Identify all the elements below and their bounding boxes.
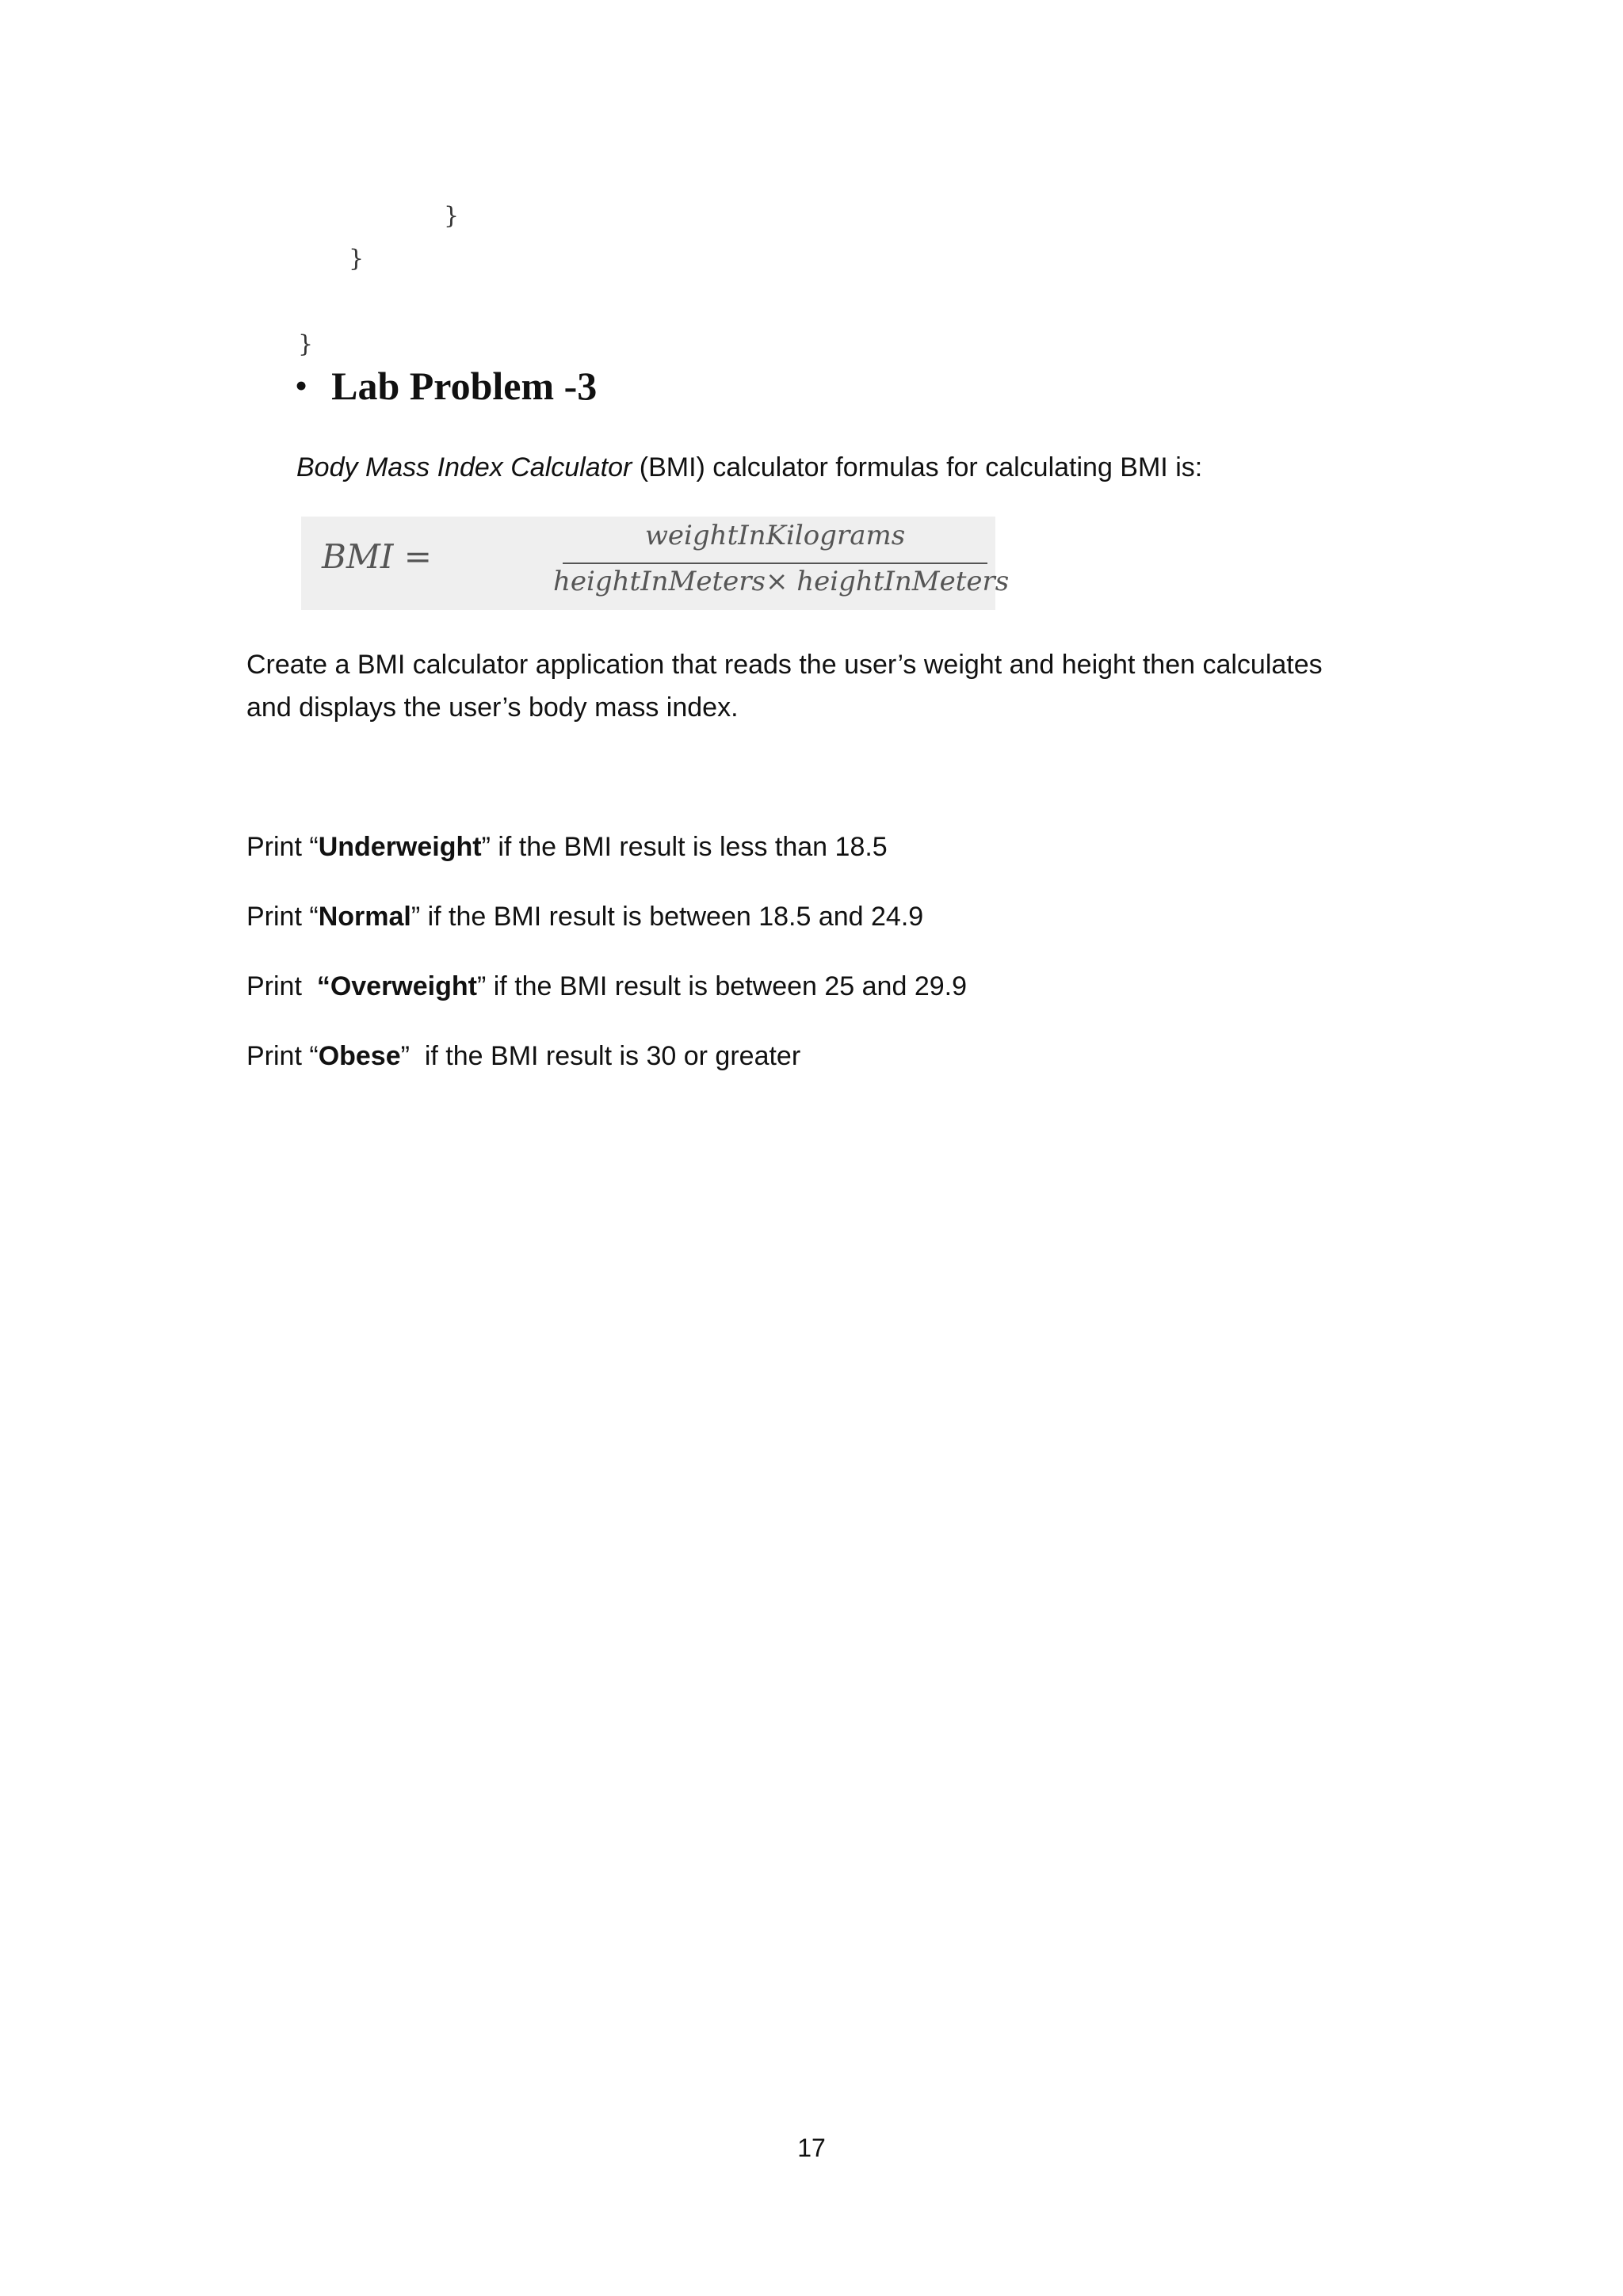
rule-prefix: Print “: [246, 832, 319, 862]
formula-lhs: BMI =: [322, 537, 433, 576]
intro-italic-term: Body Mass Index Calculator: [296, 452, 632, 482]
formula-numerator: weightInKilograms: [644, 520, 906, 551]
intro-paragraph: [296, 446, 1202, 489]
rule-label: Obese: [318, 1041, 401, 1071]
rule-obese: [246, 1035, 800, 1077]
rule-prefix: Print: [246, 971, 317, 1001]
rule-suffix: ” if the BMI result is 30 or greater: [400, 1041, 801, 1071]
heading-title: Lab Problem -3: [331, 364, 598, 408]
rule-normal: [246, 895, 923, 938]
rule-overweight: [246, 965, 967, 1008]
bmi-formula-image: [301, 517, 1010, 610]
page-number: 17: [797, 2134, 826, 2162]
section-heading: [295, 366, 597, 406]
intro-rest: (BMI) calculator formulas for calculating BMI is:: [632, 452, 1203, 482]
rule-prefix: Print “: [246, 1041, 319, 1071]
rule-prefix: Print “: [246, 902, 319, 932]
rule-underweight: [246, 826, 888, 868]
task-line-2: and displays the user’s body mass index.: [246, 692, 739, 723]
rule-suffix: ” if the BMI result is less than 18.5: [481, 832, 888, 862]
code-closing-brace: }: [298, 330, 314, 358]
code-closing-brace: }: [444, 202, 460, 230]
rule-label: Underweight: [318, 832, 482, 862]
fraction-bar: [563, 563, 987, 564]
rule-label: “Overweight: [316, 971, 477, 1001]
bullet-icon: •: [295, 365, 308, 406]
task-line-1: Create a BMI calculator application that reads the user’s weight and height then calculates: [246, 650, 1323, 680]
code-closing-brace: }: [349, 245, 365, 273]
rule-suffix: ” if the BMI result is between 18.5 and 24.9: [411, 902, 924, 932]
rule-label: Normal: [318, 902, 411, 932]
rule-suffix: ” if the BMI result is between 25 and 29.9: [476, 971, 967, 1001]
formula-denominator: heightInMeters× heightInMeters: [553, 566, 1010, 597]
